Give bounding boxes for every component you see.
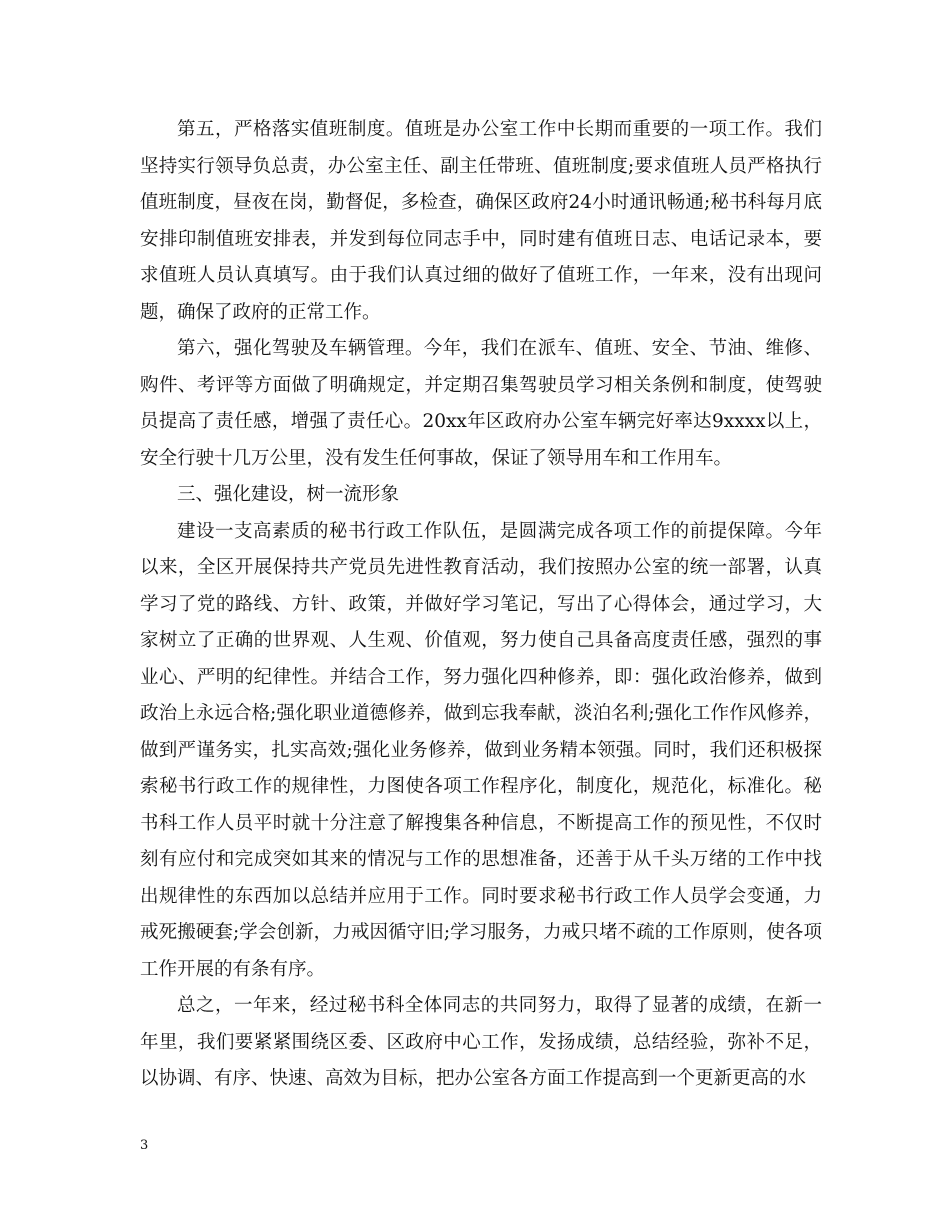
paragraph-summary: 总之，一年来，经过秘书科全体同志的共同努力，取得了显著的成绩，在新一年里，我们要紧紧围绕区委、区政府中心工作，发扬成绩，总结经验，弥补不足，以协调、有序、快速、高效为目标，把办公室各方面工作提高到一个更新更高的水 <box>140 995 822 1089</box>
paragraph-duty-system: 第五，严格落实值班制度。值班是办公室工作中长期而重要的一项工作。我们坚持实行领导负总责，办公室主任、副主任带班、值班制度;要求值班人员严格执行值班制度，昼夜在岗，勤督促，多检查，确保区政府24小时通讯畅通;秘书科每月底安排印制值班安排表，并发到每位同志手中，同时建有值班日志、电话记录本，要求值班人员认真填写。由于我们认真过细的做好了值班工作，一年来，没有出现问题，确保了政府的正常工作。 <box>140 119 822 323</box>
page-number: 3 <box>140 1138 149 1153</box>
paragraph-vehicle-management: 第六，强化驾驶及车辆管理。今年，我们在派车、值班、安全、节油、维修、购件、考评等方面做了明确规定，并定期召集驾驶员学习相关条例和制度，使驾驶员提高了责任感，增强了责任心。20xx年区政府办公室车辆完好率达9xxxx以上，安全行驶十几万公里，没有发生任何事故，保证了领导用车和工作用车。 <box>140 338 822 469</box>
paragraph-team-building: 建设一支高素质的秘书行政工作队伍，是圆满完成各项工作的前提保障。今年以来，全区开展保持共产党员先进性教育活动，我们按照办公室的统一部署，认真学习了党的路线、方针、政策，并做好学习笔记，写出了心得体会，通过学习，大家树立了正确的世界观、人生观、价值观，努力使自己具备高度责任感，强烈的事业心、严明的纪律性。并结合工作，努力强化四种修养，即：强化政治修养，做到政治上永远合格;强化职业道德修养，做到忘我奉献，淡泊名利;强化工作作风修养，做到严谨务实，扎实高效;强化业务修养，做到业务精本领强。同时，我们还积极探索秘书行政工作的规律性，力图使各项工作程序化，制度化，规范化，标准化。秘书科工作人员平时就十分注意了解搜集各种信息，不断提高工作的预见性，不仅时刻有应付和完成突如其来的情况与工作的思想准备，还善于从千头万绪的工作中找出规律性的东西加以总结并应用于工作。同时要求秘书行政工作人员学会变通，力戒死搬硬套;学会创新，力戒因循守旧;学习服务，力戒只堵不疏的工作原则，使各项工作开展的有条有序。 <box>140 520 822 980</box>
document-body <box>140 112 822 1098</box>
section-heading: 三、强化建设，树一流形象 <box>177 484 400 505</box>
